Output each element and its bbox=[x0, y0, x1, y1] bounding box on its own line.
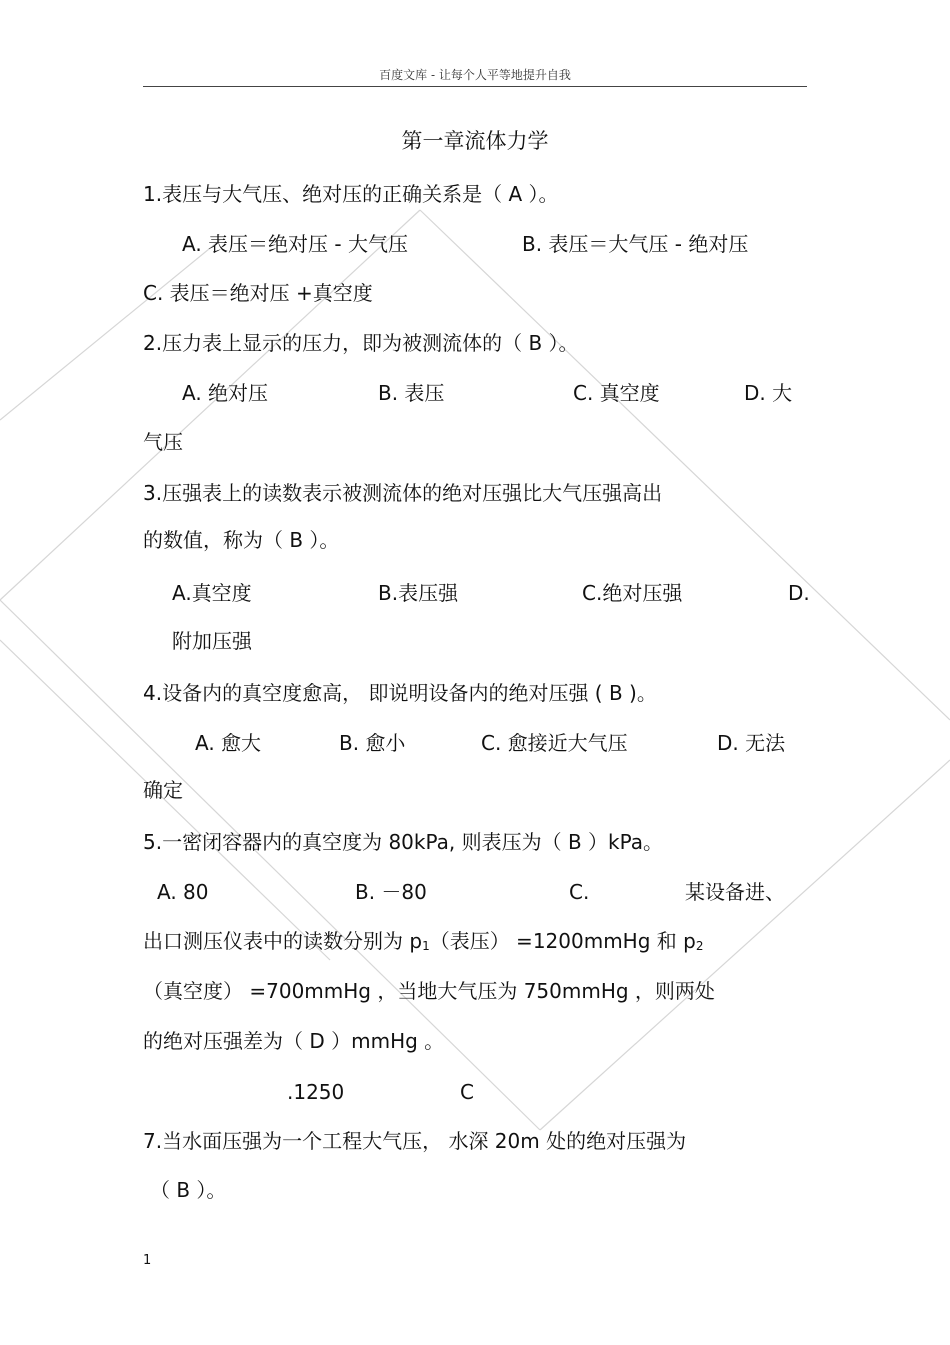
question-6-line-1-part-b: （表压） =1200mmHg 和 p bbox=[429, 929, 696, 953]
question-1-option-b: B. 表压＝大气压 - 绝对压 bbox=[522, 232, 749, 256]
question-2-option-d: D. 大 bbox=[744, 381, 793, 405]
question-3-option-a: A.真空度 bbox=[172, 581, 252, 605]
page-number: 1 bbox=[143, 1253, 152, 1268]
question-2-option-c: C. 真空度 bbox=[573, 381, 660, 405]
question-3-option-b: B.表压强 bbox=[378, 581, 459, 605]
question-4-option-d-cont: 确定 bbox=[143, 778, 183, 802]
question-6-option-value: .1250 bbox=[287, 1080, 345, 1104]
question-6-line-3: 的绝对压强差为（ D ）mmHg 。 bbox=[143, 1029, 445, 1053]
question-4-option-b: B. 愈小 bbox=[339, 731, 406, 755]
question-4-option-d: D. 无法 bbox=[717, 731, 786, 755]
question-6-line-2: （真空度） =700mmHg ，当地大气压为 750mmHg ，则两处 bbox=[143, 979, 715, 1003]
subscript-1: 1 bbox=[422, 939, 430, 953]
question-1: 1.表压与大气压、绝对压的正确关系是（ A ）。 bbox=[143, 182, 559, 206]
question-5-option-a: A. 80 bbox=[157, 880, 209, 904]
question-4-option-c: C. 愈接近大气压 bbox=[481, 731, 628, 755]
chapter-title: 第一章流体力学 bbox=[401, 129, 549, 153]
question-3-cont: 的数值，称为（ B ）。 bbox=[143, 528, 340, 552]
question-6-line-1 bbox=[143, 928, 703, 957]
subscript-2: 2 bbox=[695, 939, 704, 953]
question-5-option-b: B. －80 bbox=[355, 880, 427, 904]
question-2-option-a: A. 绝对压 bbox=[182, 381, 269, 405]
question-3-option-d-cont: 附加压强 bbox=[172, 629, 252, 653]
question-1-option-a: A. 表压＝绝对压 - 大气压 bbox=[182, 232, 408, 256]
question-2-option-d-cont: 气压 bbox=[143, 430, 183, 454]
question-7-cont: （ B ）。 bbox=[150, 1178, 227, 1202]
question-4-option-a: A. 愈大 bbox=[195, 731, 262, 755]
question-3: 3.压强表上的读数表示被测流体的绝对压强比大气压强高出 bbox=[143, 481, 663, 505]
question-2: 2.压力表上显示的压力，即为被测流体的（ B ）。 bbox=[143, 331, 579, 355]
question-7: 7.当水面压强为一个工程大气压， 水深 20m 处的绝对压强为 bbox=[143, 1129, 687, 1153]
question-5-option-c: C. bbox=[569, 880, 590, 904]
question-4: 4.设备内的真空度愈高， 即说明设备内的绝对压强 ( B )。 bbox=[143, 681, 657, 705]
question-1-option-c: C. 表压＝绝对压 +真空度 bbox=[143, 281, 373, 305]
question-6-option-c: C bbox=[460, 1080, 474, 1104]
question-5: 5.一密闭容器内的真空度为 80kPa, 则表压为（ B ）kPa。 bbox=[143, 830, 664, 854]
header-divider bbox=[143, 86, 807, 87]
question-3-option-d: D. bbox=[788, 581, 810, 605]
question-2-option-b: B. 表压 bbox=[378, 381, 445, 405]
question-3-option-c: C.绝对压强 bbox=[582, 581, 683, 605]
question-6-line-1-part-a: 出口测压仪表中的读数分别为 p bbox=[143, 929, 423, 953]
page-header: 百度文库 - 让每个人平等地提升自我 bbox=[379, 68, 571, 82]
question-6-start: 某设备进、 bbox=[685, 880, 785, 904]
